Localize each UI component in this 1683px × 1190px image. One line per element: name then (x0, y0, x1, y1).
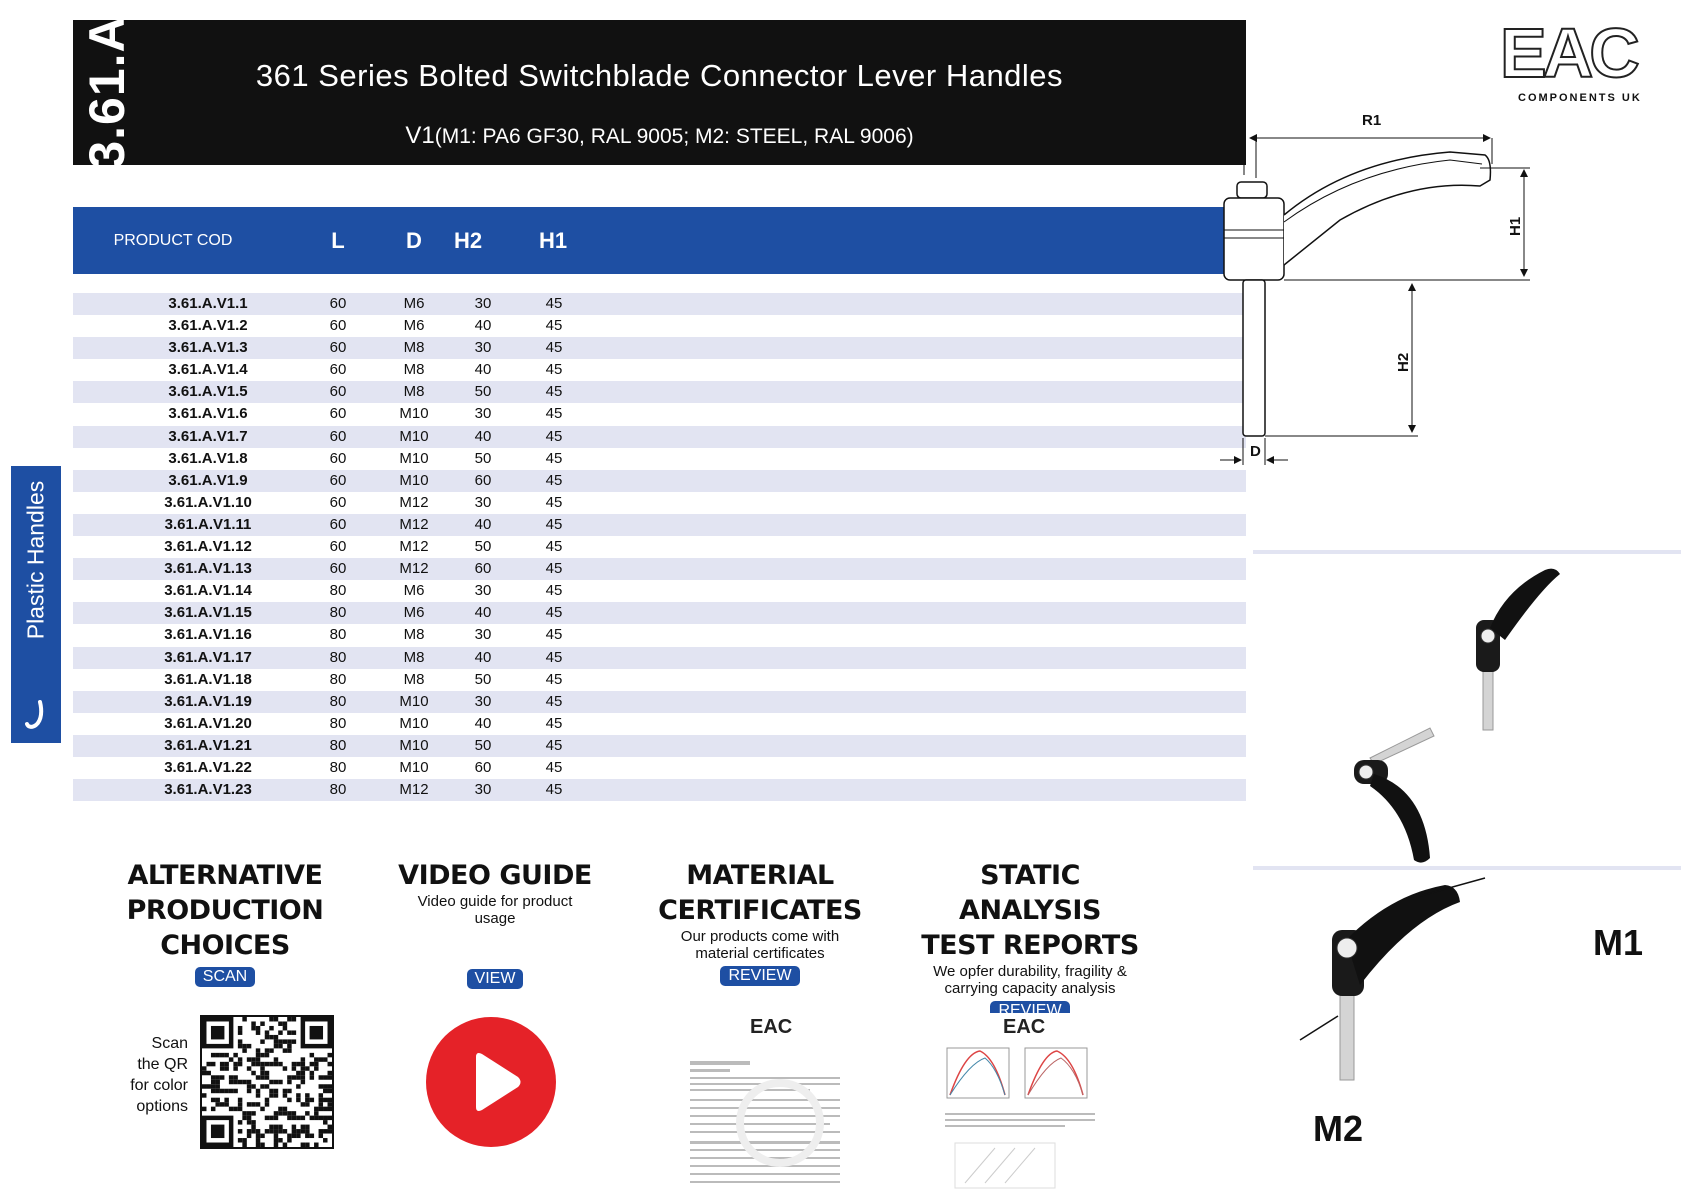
l-cell: 60 (329, 295, 347, 312)
dim-r1: R1 (1362, 112, 1382, 129)
h1-cell: 45 (545, 427, 563, 445)
h1-cell: 45 (545, 515, 563, 533)
table-row (73, 381, 1246, 403)
logo-subtitle: COMPONENTS UK (1518, 92, 1642, 104)
l-cell: 60 (329, 361, 347, 379)
l-cell: 60 (329, 339, 347, 357)
h2-cell: 60 (474, 471, 492, 489)
dim-h2: H2 (1395, 352, 1412, 372)
product-code-cell: 3.61.A.V1.9 (168, 471, 248, 489)
product-code-cell: 3.61.A.V1.16 (164, 626, 252, 644)
video-title: VIDEO GUIDE (398, 860, 592, 891)
h1-cell: 45 (545, 405, 563, 423)
product-code-cell: 3.61.A.V1.8 (168, 449, 248, 467)
table-row (73, 293, 1246, 315)
table-row (73, 558, 1246, 580)
d-cell: M8 (403, 648, 425, 666)
variant-label: V1 (405, 122, 435, 149)
table-row (73, 669, 1246, 691)
l-cell: 80 (329, 758, 347, 776)
l-cell: 60 (329, 317, 347, 335)
h1-cell: 45 (545, 604, 563, 622)
product-code-cell: 3.61.A.V1.2 (168, 317, 248, 335)
table-row (73, 315, 1246, 337)
l-cell: 80 (329, 648, 347, 666)
certificate-document-thumbnail[interactable] (680, 1013, 850, 1190)
product-code-cell: 3.61.A.V1.15 (164, 604, 252, 622)
svg-text:EAC: EAC (750, 1016, 793, 1038)
h2-cell: 50 (474, 538, 492, 556)
h2-cell: 40 (474, 427, 492, 445)
h2-cell: 30 (474, 781, 492, 799)
alt-title-1: ALTERNATIVE (127, 860, 323, 891)
col-header-l: L (331, 228, 345, 253)
product-code-cell: 3.61.A.V1.1 (168, 295, 248, 312)
table-row (73, 426, 1246, 448)
page-header (73, 15, 1246, 169)
d-cell: M10 (399, 758, 429, 776)
h2-cell: 40 (474, 604, 492, 622)
scan-line-1: Scan (151, 1035, 188, 1052)
video-desc-2: usage (474, 910, 516, 927)
certs-review-button[interactable]: REVIEW (720, 966, 799, 986)
d-cell: M8 (403, 339, 425, 357)
video-guide-section (390, 858, 600, 989)
alt-title-2: PRODUCTION (126, 895, 324, 926)
l-cell: 80 (329, 781, 347, 799)
certs-title-2: CERTIFICATES (658, 895, 862, 926)
scan-line-4: options (136, 1098, 188, 1115)
static-desc-1: We opfer durability, fragility & (933, 963, 1127, 980)
table-row (73, 691, 1246, 713)
h2-cell: 40 (474, 648, 492, 666)
col-header-code: PRODUCT COD (113, 232, 233, 249)
alternative-production-section (120, 858, 330, 987)
certs-desc-2: material certificates (695, 945, 825, 962)
right-divider-1 (1253, 550, 1681, 554)
table-row (73, 337, 1246, 359)
h2-cell: 50 (474, 383, 492, 401)
l-cell: 60 (329, 471, 347, 489)
l-cell: 60 (329, 560, 347, 578)
table-row (73, 492, 1246, 514)
l-cell: 60 (329, 383, 347, 401)
page-title: 361 Series Bolted Switchblade Connector Lever Handles (255, 58, 1064, 93)
play-icon[interactable] (426, 1017, 556, 1147)
l-cell: 60 (329, 538, 347, 556)
static-review-button[interactable]: REVIEW (990, 1001, 1069, 1021)
alt-title-3: CHOICES (160, 930, 290, 961)
h2-cell: 60 (474, 560, 492, 578)
svg-text:EAC: EAC (1003, 1016, 1046, 1038)
product-code-cell: 3.61.A.V1.5 (168, 383, 248, 401)
h2-cell: 30 (474, 692, 492, 710)
static-analysis-section (910, 858, 1150, 1021)
h2-cell: 40 (474, 361, 492, 379)
product-code-cell: 3.61.A.V1.10 (164, 493, 252, 511)
m2-label: M2 (1313, 1108, 1364, 1149)
h1-cell: 45 (545, 361, 563, 379)
l-cell: 80 (329, 626, 347, 644)
table-row (73, 514, 1246, 536)
h2-cell: 30 (474, 295, 492, 312)
l-cell: 80 (329, 582, 347, 600)
h2-cell: 30 (474, 582, 492, 600)
l-cell: 60 (329, 493, 347, 511)
d-cell: M10 (399, 714, 429, 732)
d-cell: M8 (403, 383, 425, 401)
d-cell: M6 (403, 295, 425, 312)
product-code-cell: 3.61.A.V1.4 (168, 361, 248, 379)
scan-instructions (118, 1033, 188, 1117)
product-code-cell: 3.61.A.V1.18 (164, 670, 252, 688)
product-code-cell: 3.61.A.V1.11 (164, 515, 252, 533)
l-cell: 80 (329, 604, 347, 622)
h2-cell: 30 (474, 405, 492, 423)
d-cell: M8 (403, 361, 425, 379)
h1-cell: 45 (545, 648, 563, 666)
d-cell: M12 (399, 781, 429, 799)
dim-h1: H1 (1507, 216, 1524, 236)
product-code-cell: 3.61.A.V1.12 (164, 538, 252, 556)
m1-label: M1 (1593, 922, 1644, 963)
product-table (73, 293, 1246, 801)
product-code-cell: 3.61.A.V1.21 (164, 736, 252, 754)
h2-cell: 40 (474, 317, 492, 335)
d-cell: M10 (399, 427, 429, 445)
view-button[interactable]: VIEW (467, 969, 524, 989)
product-code-cell: 3.61.A.V1.17 (164, 648, 252, 666)
l-cell: 60 (329, 515, 347, 533)
logo-text: EAC (1500, 14, 1636, 92)
static-desc-2: carrying capacity analysis (944, 980, 1116, 997)
d-cell: M6 (403, 582, 425, 600)
scan-line-3: for color (130, 1077, 188, 1094)
l-cell: 60 (329, 427, 347, 445)
table-row (73, 470, 1246, 492)
h1-cell: 45 (545, 582, 563, 600)
certs-title-1: MATERIAL (686, 860, 834, 891)
h1-cell: 45 (545, 339, 563, 357)
col-header-d: D (406, 228, 422, 253)
table-row (73, 448, 1246, 470)
static-title-2: TEST REPORTS (921, 930, 1139, 961)
d-cell: M12 (399, 560, 429, 578)
h1-cell: 45 (545, 781, 563, 799)
d-cell: M12 (399, 493, 429, 511)
h1-cell: 45 (545, 626, 563, 644)
d-cell: M6 (403, 604, 425, 622)
qr-code[interactable] (200, 1015, 334, 1149)
l-cell: 80 (329, 714, 347, 732)
category-side-tab[interactable] (11, 466, 61, 743)
scan-button[interactable]: SCAN (195, 967, 255, 987)
d-cell: M8 (403, 626, 425, 644)
page-subtitle (73, 122, 1246, 150)
h2-cell: 50 (474, 736, 492, 754)
d-cell: M12 (399, 538, 429, 556)
dim-d: D (1250, 443, 1261, 460)
product-code-cell: 3.61.A.V1.22 (164, 758, 252, 776)
h2-cell: 50 (474, 670, 492, 688)
h1-cell: 45 (545, 538, 563, 556)
product-code-cell: 3.61.A.V1.6 (168, 405, 248, 423)
h1-cell: 45 (545, 317, 563, 335)
h1-cell: 45 (545, 714, 563, 732)
materials-label: (M1: PA6 GF30, RAL 9005; M2: STEEL, RAL 9006) (434, 125, 914, 148)
product-code-cell: 3.61.A.V1.13 (164, 560, 252, 578)
table-row (73, 536, 1246, 558)
col-header-h1: H1 (538, 228, 568, 253)
product-code-cell: 3.61.A.V1.19 (164, 692, 252, 710)
h2-cell: 30 (474, 493, 492, 511)
h1-cell: 45 (545, 670, 563, 688)
test-report-thumbnail[interactable] (935, 1013, 1105, 1190)
table-header (73, 207, 1246, 274)
category-label: Plastic Handles (22, 480, 49, 640)
table-row (73, 580, 1246, 602)
series-code-text: 3.61.A (79, 15, 135, 169)
material-certificates-section (650, 858, 870, 986)
h1-cell: 45 (545, 758, 563, 776)
table-row (73, 403, 1246, 425)
l-cell: 60 (329, 405, 347, 423)
d-cell: M10 (399, 471, 429, 489)
col-header-h2: H2 (453, 228, 483, 253)
product-code-cell: 3.61.A.V1.23 (164, 781, 252, 799)
product-code-cell: 3.61.A.V1.3 (168, 339, 248, 357)
h2-cell: 60 (474, 758, 492, 776)
technical-drawing (1250, 112, 1680, 510)
table-row (73, 757, 1246, 779)
certs-desc-1: Our products come with (680, 928, 840, 945)
table-row (73, 624, 1246, 646)
h1-cell: 45 (545, 493, 563, 511)
h2-cell: 40 (474, 714, 492, 732)
d-cell: M12 (399, 515, 429, 533)
table-row (73, 713, 1246, 735)
h1-cell: 45 (545, 449, 563, 467)
table-row (73, 735, 1246, 757)
h1-cell: 45 (545, 692, 563, 710)
h2-cell: 50 (474, 449, 492, 467)
eac-logo (1500, 14, 1652, 108)
h1-cell: 45 (545, 560, 563, 578)
scan-line-2: the QR (137, 1056, 188, 1073)
table-row (73, 779, 1246, 801)
l-cell: 60 (329, 449, 347, 467)
table-row (73, 359, 1246, 381)
d-cell: M10 (399, 692, 429, 710)
d-cell: M10 (399, 736, 429, 754)
h1-cell: 45 (545, 295, 563, 312)
h2-cell: 40 (474, 515, 492, 533)
l-cell: 80 (329, 736, 347, 754)
h1-cell: 45 (545, 736, 563, 754)
product-code-cell: 3.61.A.V1.7 (168, 427, 248, 445)
static-title-1: STATIC ANALYSIS (959, 860, 1101, 926)
d-cell: M10 (399, 405, 429, 423)
hook-handle-icon (24, 700, 48, 730)
table-row (73, 647, 1246, 669)
table-row (73, 602, 1246, 624)
product-code-cell: 3.61.A.V1.14 (164, 582, 252, 600)
product-photo-pair (1330, 560, 1630, 870)
h1-cell: 45 (545, 471, 563, 489)
l-cell: 80 (329, 670, 347, 688)
h1-cell: 45 (545, 383, 563, 401)
d-cell: M6 (403, 317, 425, 335)
h2-cell: 30 (474, 626, 492, 644)
l-cell: 80 (329, 692, 347, 710)
d-cell: M8 (403, 670, 425, 688)
h2-cell: 30 (474, 339, 492, 357)
d-cell: M10 (399, 449, 429, 467)
video-desc-1: Video guide for product (417, 893, 573, 910)
product-code-cell: 3.61.A.V1.20 (164, 714, 252, 732)
